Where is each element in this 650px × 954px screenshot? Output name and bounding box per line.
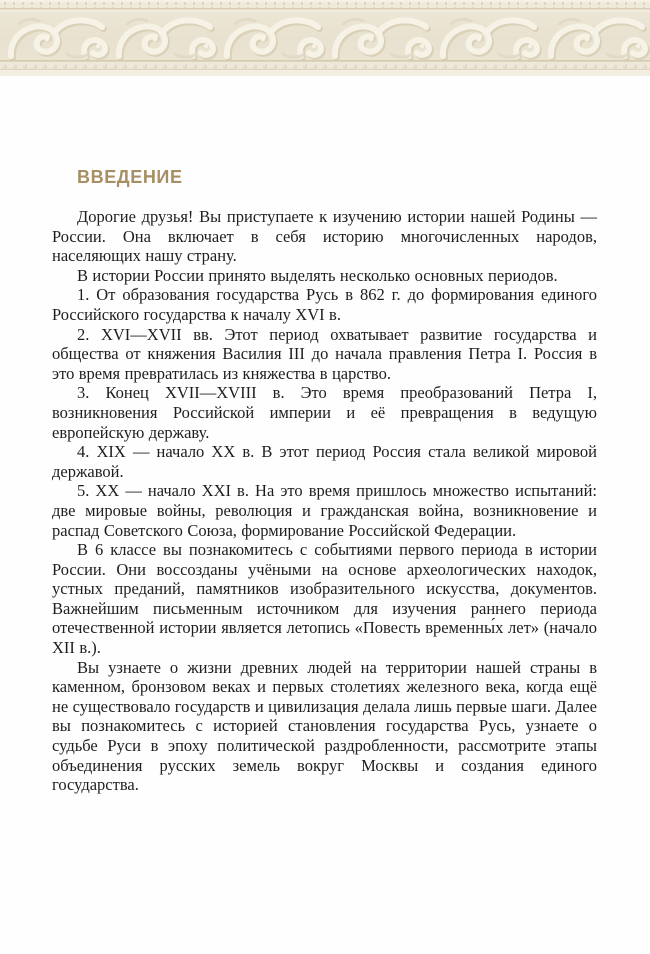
paragraph-period-1: 1. От образования государства Русь в 862 г. до формирования единого Российского государства к началу XVI в.	[52, 285, 597, 324]
acanthus-scroll-ornament-graphic	[0, 0, 650, 76]
paragraph-intro: Дорогие друзья! Вы приступаете к изучению истории нашей Родины — России. Она включает в себя историю многочисленных народов, населяющих нашу страну.	[52, 207, 597, 266]
paragraph-period-2: 2. XVI—XVII вв. Этот период охватывает развитие государства и общества от княжения Василия III до начала правления Петра I. Россия в это время превратилась из княжества в царство.	[52, 324, 597, 383]
paragraph-period-5: 5. XX — начало XXI в. На это время пришлось множество испытаний: две мировые войны, революция и гражданская война, возникновение и распад Советского Союза, формирование Российской Федерации.	[52, 481, 597, 540]
paragraph-period-4: 4. XIX — начало XX в. В этот период Россия стала великой мировой державой.	[52, 442, 597, 481]
paragraph-period-3: 3. Конец XVII—XVIII в. Это время преобразований Петра I, возникновения Российской империи и её превращения в ведущую европейскую державу.	[52, 383, 597, 442]
ornamental-header-frieze	[0, 0, 650, 76]
paragraph-grade6-overview: В 6 классе вы познакомитесь с событиями первого периода в истории России. Они воссозданы учёными на основе археологических находок, устных преданий, памятников изобразительного искусства, документов. Важнейшим письменным источником для изучения раннего периода отечественной истории является летопись «Повесть временны́х лет» (начало XII в.).	[52, 540, 597, 658]
paragraph-course-topics: Вы узнаете о жизни древних людей на территории нашей страны в каменном, бронзовом веках и первых столетиях железного века, когда ещё не существовало государств и цивилизация делала лишь первые шаги. Далее вы познакомитесь с историей становления государства Русь, узнаете о судьбе Руси в эпоху политической раздробленности, рассмотрите этапы объединения русских земель вокруг Москвы и создания единого государства.	[52, 657, 597, 795]
section-heading: ВВЕДЕНИЕ	[77, 167, 183, 187]
paragraph-periods-lead: В истории России принято выделять несколько основных периодов.	[77, 265, 558, 285]
page-content	[0, 76, 650, 795]
